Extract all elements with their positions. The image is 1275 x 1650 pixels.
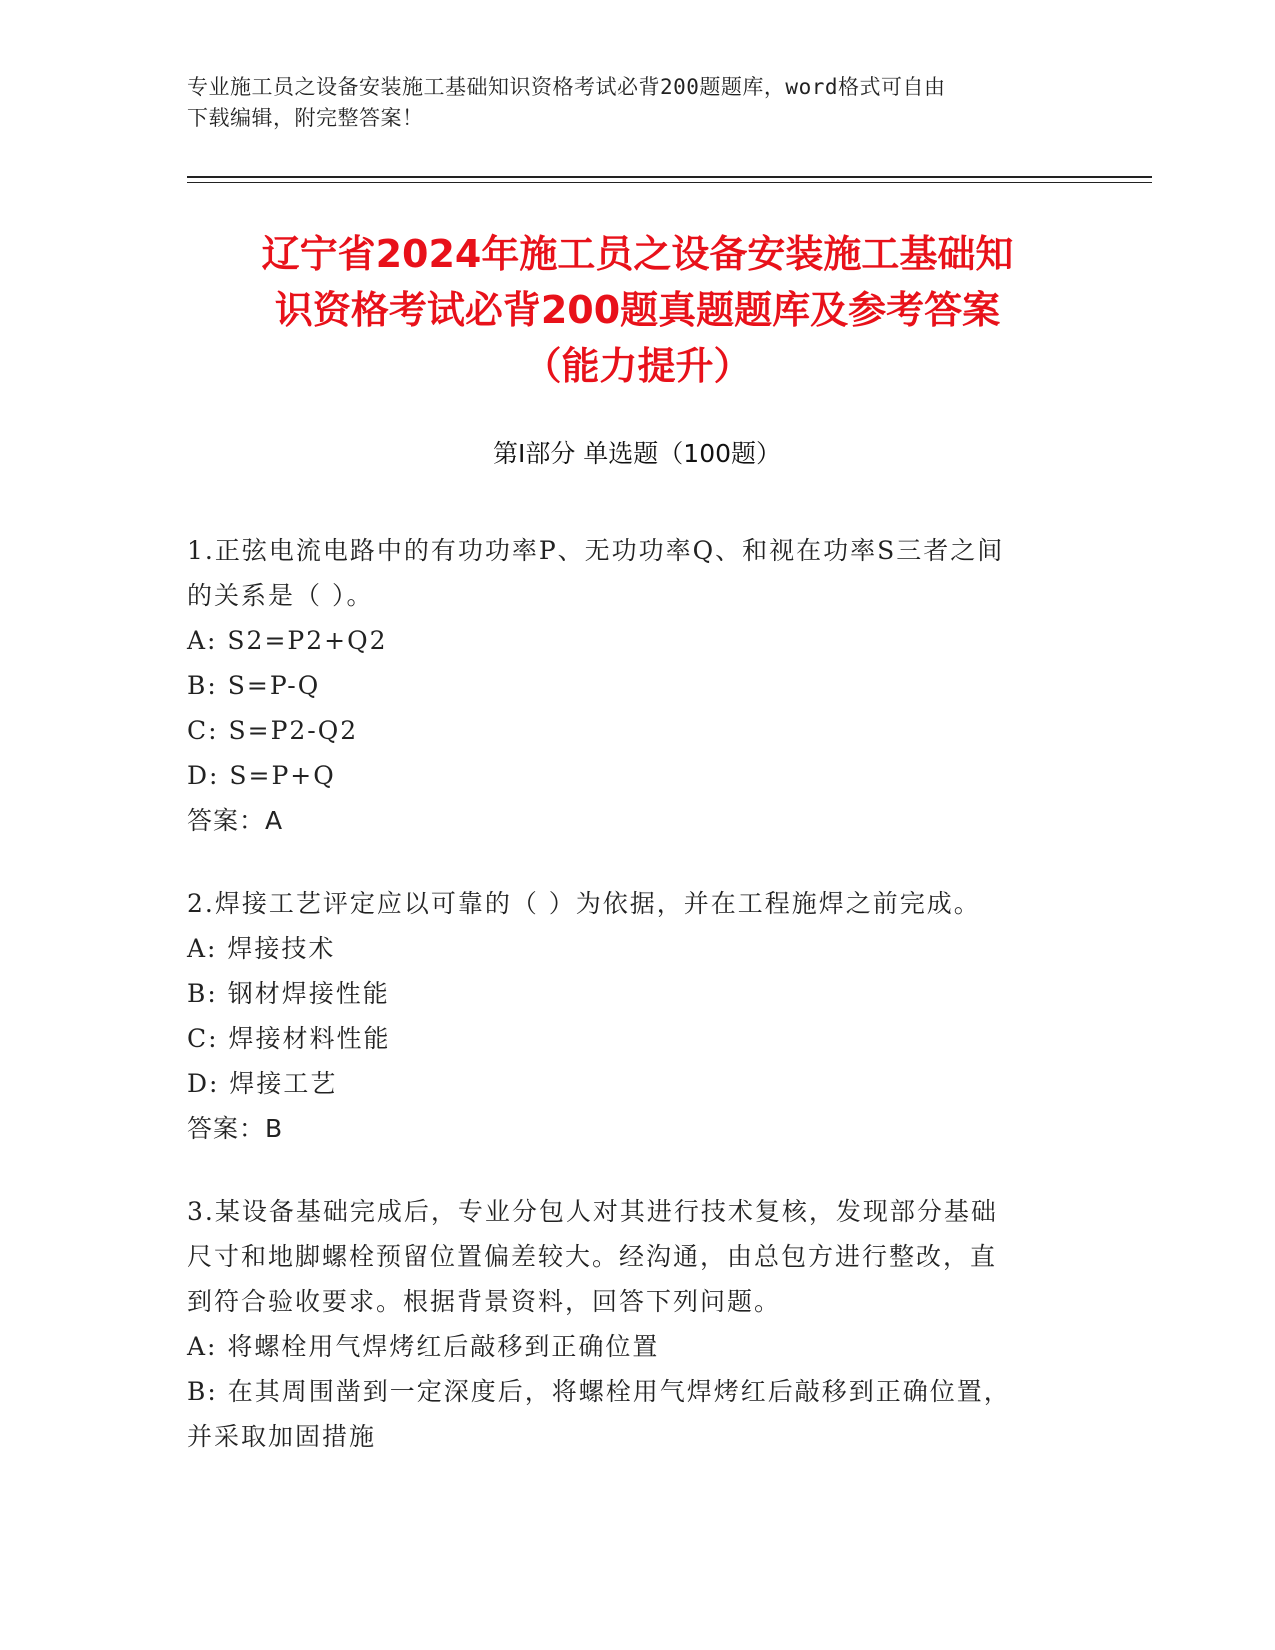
question-list [187, 528, 1067, 1497]
header-note-line: 下载编辑，附完整答案！ [187, 106, 424, 130]
question-stem: 尺寸和地脚螺栓预留位置偏差较大。经沟通，由总包方进行整改，直 [187, 1242, 998, 1271]
question-2 [187, 881, 1067, 1151]
question-1 [187, 528, 1067, 843]
question-stem: 的关系是（ ）。 [187, 581, 374, 610]
option-b-continued: 并采取加固措施 [187, 1422, 377, 1451]
answer: 答案：B [187, 1114, 284, 1143]
option-d: D: S=P+Q [187, 761, 336, 790]
option-a: A: 将螺栓用气焊烤红后敲移到正确位置 [187, 1332, 660, 1361]
option-d: D: 焊接工艺 [187, 1069, 338, 1098]
option-c: C: S=P2-Q2 [187, 716, 359, 745]
question-stem: 2.焊接工艺评定应以可靠的（ ）为依据，并在工程施焊之前完成。 [187, 889, 981, 918]
question-stem: 到符合验收要求。根据背景资料，回答下列问题。 [187, 1287, 782, 1316]
header-divider-thick [187, 176, 1152, 178]
header-note-line: 专业施工员之设备安装施工基础知识资格考试必背200题题库，word格式可自由 [187, 75, 946, 99]
option-b: B: S=P-Q [187, 671, 321, 700]
header-note [187, 72, 1087, 134]
title-line: 辽宁省2024年施工员之设备安装施工基础知 [261, 232, 1014, 276]
question-stem: 3.某设备基础完成后，专业分包人对其进行技术复核，发现部分基础 [187, 1197, 998, 1226]
document-title [150, 226, 1125, 394]
option-a: A: 焊接技术 [187, 934, 336, 963]
answer: 答案：A [187, 806, 284, 835]
option-c: C: 焊接材料性能 [187, 1024, 391, 1053]
header-divider-thin [187, 182, 1152, 183]
title-line: 识资格考试必背200题真题题库及参考答案 [274, 288, 1001, 332]
section-heading: 第I部分 单选题（100题） [492, 439, 782, 468]
question-stem: 1.正弦电流电路中的有功功率P、无功功率Q、和视在功率S三者之间 [187, 536, 1005, 565]
option-b: B: 钢材焊接性能 [187, 979, 390, 1008]
title-line: （能力提升） [523, 344, 752, 388]
option-b: B: 在其周围凿到一定深度后，将螺栓用气焊烤红后敲移到正确位置， [187, 1377, 1011, 1406]
option-a: A: S2=P2+Q2 [187, 626, 388, 655]
question-3 [187, 1189, 1067, 1459]
